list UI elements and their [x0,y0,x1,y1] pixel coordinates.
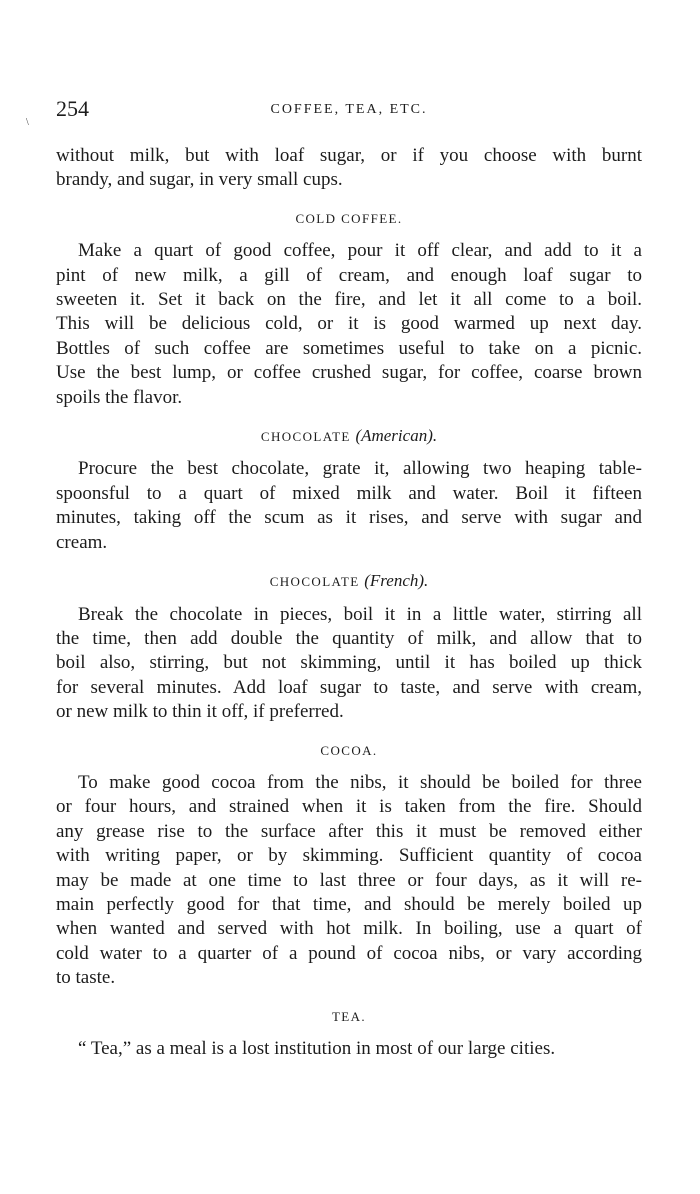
text-line: main perfectly good for that time, and should be merely boiled up [56,893,642,915]
text-line: To make good cocoa from the nibs, it should be boiled for three [78,771,642,793]
text-line: cold water to a quarter of a pound of cocoa nibs, or vary according [56,942,642,964]
section-heading-cocoa: COCOA. [320,742,378,758]
cold-coffee-paragraph [56,239,642,410]
text-line: spoils the flavor. [56,386,183,408]
tea-paragraph [56,1037,642,1061]
text-line: Break the chocolate in pieces, boil it in a little water, stirring all [78,603,642,625]
page-body [56,144,642,1061]
section-heading-tea: TEA. [331,1008,367,1024]
text-line: Bottles of such coffee are sometimes useful to take on a picnic. [56,337,642,359]
text-line: Procure the best chocolate, grate it, allowing two heaping table- [78,458,642,480]
text-line: the time, then add double the quantity of milk, and allow that to [56,627,642,649]
page-header [56,96,642,130]
text-line: minutes, taking off the scum as it rises, and serve with sugar and [56,507,642,529]
section-heading-chocolate-american [56,424,642,449]
text-line: spoonsful to a quart of mixed milk and water. Boil it fifteen [56,482,642,504]
cocoa-paragraph [56,771,642,991]
text-line: sweeten it. Set it back on the fire, and let it all come to a boil. [56,289,642,311]
text-line: Use the best lump, or coffee crushed sugar, for coffee, coarse brown [56,362,642,384]
text-line: without milk, but with loaf sugar, or if you choose with burnt [56,145,642,166]
heading-italic: (American). [355,426,438,446]
heading-text: CHOCOLATE [260,429,351,445]
text-line: may be made at one time to last three or four days, as it will re- [56,869,642,891]
heading-italic: (French). [364,571,429,591]
heading-text: CHOCOLATE [269,574,360,590]
text-line: cream. [56,531,108,553]
text-line: any grease rise to the surface after this it must be removed either [56,820,642,842]
intro-paragraph [56,144,642,193]
margin-mark: \ [26,117,29,128]
text-line: pint of new milk, a gill of cream, and enough loaf sugar to [56,264,642,286]
text-line: or four hours, and strained when it is taken from the fire. Should [56,796,642,818]
section-heading-cold-coffee: COLD COFFEE. [295,210,403,226]
text-line: or new milk to thin it off, if preferred. [56,701,344,723]
text-line: for several minutes. Add loaf sugar to taste, and serve with cream, [56,676,642,698]
text-line: This will be delicious cold, or it is good warmed up next day. [56,313,642,335]
text-line: to taste. [56,967,116,989]
text-line: brandy, and sugar, in very small cups. [56,169,343,191]
text-line: boil also, stirring, but not skimming, until it has boiled up thick [56,652,642,674]
page-number: 254 [56,96,89,121]
chocolate-french-paragraph [56,603,642,725]
text-line: “ Tea,” as a meal is a lost institution in most of our large cities. [78,1038,556,1059]
text-line: when wanted and served with hot milk. In boiling, use a quart of [56,918,642,940]
chocolate-american-paragraph [56,457,642,555]
section-heading-chocolate-french [56,569,642,594]
running-title: COFFEE, TEA, ETC. [270,102,428,117]
text-line: with writing paper, or by skimming. Sufficient quantity of cocoa [56,845,642,867]
text-line: Make a quart of good coffee, pour it off clear, and add to it a [78,240,642,262]
